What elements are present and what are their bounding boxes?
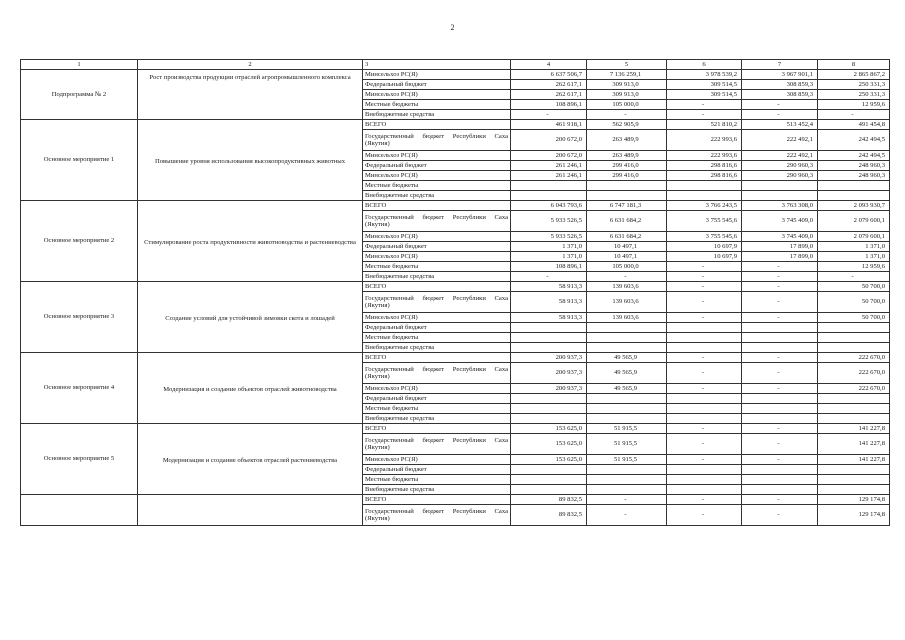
funding-source-cell: Внебюджетные средства	[363, 191, 511, 201]
amount-cell: -	[511, 272, 587, 282]
amount-cell	[511, 343, 587, 353]
amount-cell: 12 959,6	[818, 100, 890, 110]
table-row	[21, 70, 890, 80]
amount-cell: -	[667, 455, 742, 465]
funding-source-cell: Государственный бюджет Республики Саха (Якутия)	[363, 211, 511, 232]
amount-cell: 58 913,3	[511, 282, 587, 292]
amount-cell: 262 617,1	[511, 80, 587, 90]
amount-cell: 89 832,5	[511, 505, 587, 526]
amount-cell: 12 959,6	[818, 262, 890, 272]
amount-cell: 263 489,9	[587, 151, 667, 161]
amount-cell: 153 625,0	[511, 455, 587, 465]
amount-cell: 200 937,3	[511, 353, 587, 363]
amount-cell: 3 766 243,5	[667, 201, 742, 211]
amount-cell: 250 331,3	[818, 90, 890, 100]
amount-cell: 2 093 930,7	[818, 201, 890, 211]
funding-source-cell: Внебюджетные средства	[363, 110, 511, 120]
amount-cell	[511, 404, 587, 414]
amount-cell: 51 915,5	[587, 455, 667, 465]
program-description-cell: Рост производства продукции отраслей агропромышленного комплекса	[138, 70, 363, 120]
funding-source-cell: ВСЕГО	[363, 424, 511, 434]
amount-cell	[587, 191, 667, 201]
amount-cell: 141 227,8	[818, 455, 890, 465]
amount-cell	[511, 191, 587, 201]
amount-cell: -	[667, 384, 742, 394]
amount-cell: 49 565,9	[587, 363, 667, 384]
amount-cell: 513 452,4	[742, 120, 818, 130]
amount-cell	[587, 323, 667, 333]
funding-source-cell: Местные бюджеты	[363, 333, 511, 343]
funding-source-cell: Государственный бюджет Республики Саха (Якутия)	[363, 292, 511, 313]
amount-cell: 50 700,0	[818, 292, 890, 313]
amount-cell: 5 933 526,5	[511, 211, 587, 232]
amount-cell: 299 416,0	[587, 161, 667, 171]
funding-source-cell: ВСЕГО	[363, 201, 511, 211]
amount-cell	[818, 414, 890, 424]
program-description-cell: Модернизация и создание объектов отраслей животноводства	[138, 353, 363, 424]
amount-cell	[667, 181, 742, 191]
amount-cell: 263 489,9	[587, 130, 667, 151]
amount-cell: -	[818, 272, 890, 282]
amount-cell: 129 174,8	[818, 505, 890, 526]
funding-source-cell: Государственный бюджет Республики Саха (Якутия)	[363, 505, 511, 526]
amount-cell: -	[667, 434, 742, 455]
amount-cell: -	[667, 353, 742, 363]
amount-cell: -	[667, 424, 742, 434]
amount-cell: 222 670,0	[818, 363, 890, 384]
amount-cell: 298 816,6	[667, 171, 742, 181]
amount-cell: 153 625,0	[511, 424, 587, 434]
column-number-cell: 3	[363, 60, 511, 70]
amount-cell	[587, 181, 667, 191]
amount-cell: 461 918,1	[511, 120, 587, 130]
column-number-cell: 4	[511, 60, 587, 70]
column-number-cell: 5	[587, 60, 667, 70]
amount-cell	[587, 414, 667, 424]
funding-source-cell: Минсельхоз РС(Я)	[363, 384, 511, 394]
amount-cell: 222 670,0	[818, 353, 890, 363]
funding-source-cell: Минсельхоз РС(Я)	[363, 455, 511, 465]
amount-cell: 10 497,1	[587, 242, 667, 252]
amount-cell: -	[587, 495, 667, 505]
amount-cell: 153 625,0	[511, 434, 587, 455]
amount-cell	[818, 465, 890, 475]
amount-cell: 248 960,3	[818, 171, 890, 181]
amount-cell: -	[667, 282, 742, 292]
amount-cell: 242 494,5	[818, 151, 890, 161]
funding-source-cell: Местные бюджеты	[363, 181, 511, 191]
amount-cell	[818, 181, 890, 191]
amount-cell	[587, 333, 667, 343]
funding-source-cell: Федеральный бюджет	[363, 465, 511, 475]
amount-cell: 17 899,0	[742, 252, 818, 262]
amount-cell	[667, 323, 742, 333]
amount-cell	[742, 181, 818, 191]
amount-cell: 1 371,0	[511, 242, 587, 252]
table-row	[21, 120, 890, 130]
amount-cell	[818, 333, 890, 343]
amount-cell: 3 967 901,1	[742, 70, 818, 80]
program-description-cell: Стимулирование роста продуктивности животноводства и растениеводства	[138, 201, 363, 282]
amount-cell	[667, 475, 742, 485]
amount-cell: -	[587, 272, 667, 282]
amount-cell: 139 603,6	[587, 292, 667, 313]
funding-source-cell: Минсельхоз РС(Я)	[363, 70, 511, 80]
amount-cell	[742, 333, 818, 343]
amount-cell: 108 896,1	[511, 100, 587, 110]
amount-cell: 49 565,9	[587, 384, 667, 394]
amount-cell: -	[511, 110, 587, 120]
amount-cell: -	[742, 262, 818, 272]
funding-source-cell: ВСЕГО	[363, 495, 511, 505]
amount-cell: -	[742, 495, 818, 505]
page-number: 2	[450, 23, 455, 32]
funding-source-cell: Внебюджетные средства	[363, 343, 511, 353]
amount-cell: 3 978 539,2	[667, 70, 742, 80]
amount-cell	[587, 394, 667, 404]
amount-cell	[511, 414, 587, 424]
amount-cell: 58 913,3	[511, 292, 587, 313]
amount-cell: 2 079 600,1	[818, 232, 890, 242]
amount-cell: -	[742, 505, 818, 526]
amount-cell	[818, 485, 890, 495]
amount-cell	[667, 485, 742, 495]
program-description-cell: Создание условий для устойчивой зимовки скота и лошадей	[138, 282, 363, 353]
amount-cell: 6 747 181,3	[587, 201, 667, 211]
column-number-cell: 2	[138, 60, 363, 70]
amount-cell: 49 565,9	[587, 353, 667, 363]
amount-cell	[587, 343, 667, 353]
amount-cell: -	[667, 313, 742, 323]
amount-cell: 10 697,9	[667, 242, 742, 252]
amount-cell	[587, 465, 667, 475]
funding-source-cell: Минсельхоз РС(Я)	[363, 151, 511, 161]
amount-cell	[818, 191, 890, 201]
funding-source-cell: Местные бюджеты	[363, 404, 511, 414]
amount-cell: 58 913,3	[511, 313, 587, 323]
amount-cell: 290 960,3	[742, 161, 818, 171]
amount-cell: -	[667, 495, 742, 505]
amount-cell: -	[667, 292, 742, 313]
program-name-cell: Основное мероприятие 4	[21, 353, 138, 424]
funding-source-cell: Минсельхоз РС(Я)	[363, 313, 511, 323]
amount-cell: 17 899,0	[742, 242, 818, 252]
amount-cell	[742, 485, 818, 495]
funding-source-cell: Внебюджетные средства	[363, 414, 511, 424]
table-row	[21, 353, 890, 363]
amount-cell: 491 454,8	[818, 120, 890, 130]
funding-source-cell: ВСЕГО	[363, 120, 511, 130]
amount-cell	[511, 485, 587, 495]
amount-cell: 2 865 867,2	[818, 70, 890, 80]
amount-cell: 200 937,3	[511, 384, 587, 394]
amount-cell: 50 700,0	[818, 282, 890, 292]
amount-cell	[742, 475, 818, 485]
amount-cell: 139 603,6	[587, 313, 667, 323]
funding-source-cell: Местные бюджеты	[363, 475, 511, 485]
amount-cell: -	[742, 272, 818, 282]
amount-cell: -	[587, 505, 667, 526]
amount-cell	[742, 323, 818, 333]
amount-cell: 1 371,0	[818, 242, 890, 252]
amount-cell: 222 492,1	[742, 151, 818, 161]
table-row	[21, 424, 890, 434]
amount-cell: 10 697,9	[667, 252, 742, 262]
amount-cell: 3 763 308,0	[742, 201, 818, 211]
amount-cell	[818, 323, 890, 333]
amount-cell: -	[667, 363, 742, 384]
amount-cell: 3 755 545,6	[667, 211, 742, 232]
amount-cell	[818, 404, 890, 414]
funding-source-cell: Федеральный бюджет	[363, 161, 511, 171]
amount-cell: 141 227,8	[818, 434, 890, 455]
amount-cell: 3 745 409,0	[742, 232, 818, 242]
amount-cell: -	[667, 272, 742, 282]
amount-cell: -	[742, 110, 818, 120]
amount-cell	[742, 394, 818, 404]
amount-cell: 51 915,5	[587, 424, 667, 434]
amount-cell	[511, 181, 587, 191]
amount-cell: 105 000,0	[587, 100, 667, 110]
amount-cell: 10 497,1	[587, 252, 667, 262]
amount-cell: -	[742, 313, 818, 323]
amount-cell: 290 960,3	[742, 171, 818, 181]
amount-cell	[667, 394, 742, 404]
program-name-cell: Основное мероприятие 1	[21, 120, 138, 201]
amount-cell: 51 915,5	[587, 434, 667, 455]
program-name-cell: Подпрограмма № 2	[21, 70, 138, 120]
amount-cell	[511, 394, 587, 404]
amount-cell: 108 896,1	[511, 262, 587, 272]
funding-source-cell: Федеральный бюджет	[363, 323, 511, 333]
amount-cell: 200 937,3	[511, 363, 587, 384]
funding-source-cell: Государственный бюджет Республики Саха (Якутия)	[363, 434, 511, 455]
amount-cell	[818, 343, 890, 353]
amount-cell: 139 603,6	[587, 282, 667, 292]
amount-cell	[742, 343, 818, 353]
amount-cell: -	[742, 282, 818, 292]
amount-cell: -	[742, 384, 818, 394]
amount-cell: 222 670,0	[818, 384, 890, 394]
funding-source-cell: ВСЕГО	[363, 282, 511, 292]
column-header-row	[21, 60, 890, 70]
amount-cell	[742, 404, 818, 414]
amount-cell	[667, 465, 742, 475]
funding-source-cell: Местные бюджеты	[363, 100, 511, 110]
amount-cell: 299 416,0	[587, 171, 667, 181]
amount-cell: 309 514,5	[667, 90, 742, 100]
amount-cell: 298 816,6	[667, 161, 742, 171]
amount-cell: -	[667, 110, 742, 120]
program-description-cell	[138, 495, 363, 526]
amount-cell	[587, 404, 667, 414]
funding-source-cell: ВСЕГО	[363, 353, 511, 363]
amount-cell	[511, 323, 587, 333]
table-row	[21, 282, 890, 292]
amount-cell: 222 492,1	[742, 130, 818, 151]
table-row	[21, 201, 890, 211]
funding-source-cell: Федеральный бюджет	[363, 394, 511, 404]
amount-cell	[667, 333, 742, 343]
funding-source-cell: Государственный бюджет Республики Саха (Якутия)	[363, 130, 511, 151]
amount-cell: 141 227,8	[818, 424, 890, 434]
amount-cell: 262 617,1	[511, 90, 587, 100]
funding-source-cell: Федеральный бюджет	[363, 80, 511, 90]
amount-cell: 309 514,5	[667, 80, 742, 90]
funding-source-cell: Минсельхоз РС(Я)	[363, 90, 511, 100]
program-description-cell: Повышение уровня использования высокопродуктивных животных	[138, 120, 363, 201]
amount-cell: 2 079 600,1	[818, 211, 890, 232]
amount-cell: 308 859,3	[742, 80, 818, 90]
amount-cell	[742, 191, 818, 201]
amount-cell: 6 631 684,2	[587, 211, 667, 232]
amount-cell: -	[742, 100, 818, 110]
amount-cell	[742, 414, 818, 424]
funding-source-cell: Минсельхоз РС(Я)	[363, 252, 511, 262]
amount-cell: 6 043 793,6	[511, 201, 587, 211]
amount-cell: 89 832,5	[511, 495, 587, 505]
amount-cell	[587, 475, 667, 485]
amount-cell: -	[742, 363, 818, 384]
amount-cell: 222 993,6	[667, 130, 742, 151]
column-number-cell: 6	[667, 60, 742, 70]
amount-cell: 248 960,3	[818, 161, 890, 171]
amount-cell: 3 755 545,6	[667, 232, 742, 242]
amount-cell: -	[742, 424, 818, 434]
amount-cell	[667, 191, 742, 201]
amount-cell: 6 637 506,7	[511, 70, 587, 80]
column-number-cell: 7	[742, 60, 818, 70]
amount-cell: 222 993,6	[667, 151, 742, 161]
amount-cell: 105 000,0	[587, 262, 667, 272]
amount-cell: -	[742, 455, 818, 465]
amount-cell	[587, 485, 667, 495]
amount-cell: 200 672,0	[511, 130, 587, 151]
amount-cell	[667, 343, 742, 353]
amount-cell: -	[818, 110, 890, 120]
funding-source-cell: Федеральный бюджет	[363, 242, 511, 252]
amount-cell	[742, 465, 818, 475]
amount-cell: 5 933 526,5	[511, 232, 587, 242]
column-number-cell: 1	[21, 60, 138, 70]
table-row	[21, 495, 890, 505]
amount-cell: 1 371,0	[511, 252, 587, 262]
amount-cell	[818, 394, 890, 404]
amount-cell: 309 913,0	[587, 80, 667, 90]
amount-cell: 562 905,9	[587, 120, 667, 130]
amount-cell: -	[742, 353, 818, 363]
amount-cell: 50 700,0	[818, 313, 890, 323]
amount-cell: 250 331,3	[818, 80, 890, 90]
amount-cell: 1 371,0	[818, 252, 890, 262]
funding-source-cell: Минсельхоз РС(Я)	[363, 171, 511, 181]
program-name-cell: Основное мероприятие 3	[21, 282, 138, 353]
program-description-cell: Модернизация и создание объектов отраслей растениеводства	[138, 424, 363, 495]
program-name-cell	[21, 495, 138, 526]
program-name-cell: Основное мероприятие 2	[21, 201, 138, 282]
column-number-cell: 8	[818, 60, 890, 70]
amount-cell: -	[587, 110, 667, 120]
funding-source-cell: Минсельхоз РС(Я)	[363, 232, 511, 242]
amount-cell: 200 672,0	[511, 151, 587, 161]
amount-cell: -	[742, 434, 818, 455]
amount-cell: 7 136 259,1	[587, 70, 667, 80]
amount-cell: -	[667, 262, 742, 272]
amount-cell: 521 810,2	[667, 120, 742, 130]
amount-cell: 242 494,5	[818, 130, 890, 151]
amount-cell	[511, 475, 587, 485]
amount-cell: 129 174,8	[818, 495, 890, 505]
amount-cell	[667, 404, 742, 414]
amount-cell: 6 631 684,2	[587, 232, 667, 242]
funding-source-cell: Внебюджетные средства	[363, 485, 511, 495]
amount-cell	[511, 465, 587, 475]
funding-source-cell: Государственный бюджет Республики Саха (Якутия)	[363, 363, 511, 384]
amount-cell: -	[667, 505, 742, 526]
amount-cell	[818, 475, 890, 485]
amount-cell: 261 246,1	[511, 171, 587, 181]
amount-cell	[667, 414, 742, 424]
amount-cell: 309 913,0	[587, 90, 667, 100]
funding-source-cell: Внебюджетные средства	[363, 272, 511, 282]
amount-cell	[511, 333, 587, 343]
amount-cell: -	[742, 292, 818, 313]
amount-cell: 3 745 409,0	[742, 211, 818, 232]
amount-cell: -	[667, 100, 742, 110]
program-name-cell: Основное мероприятие 5	[21, 424, 138, 495]
amount-cell: 261 246,1	[511, 161, 587, 171]
amount-cell: 308 859,3	[742, 90, 818, 100]
budget-table	[20, 59, 890, 526]
funding-source-cell: Местные бюджеты	[363, 262, 511, 272]
